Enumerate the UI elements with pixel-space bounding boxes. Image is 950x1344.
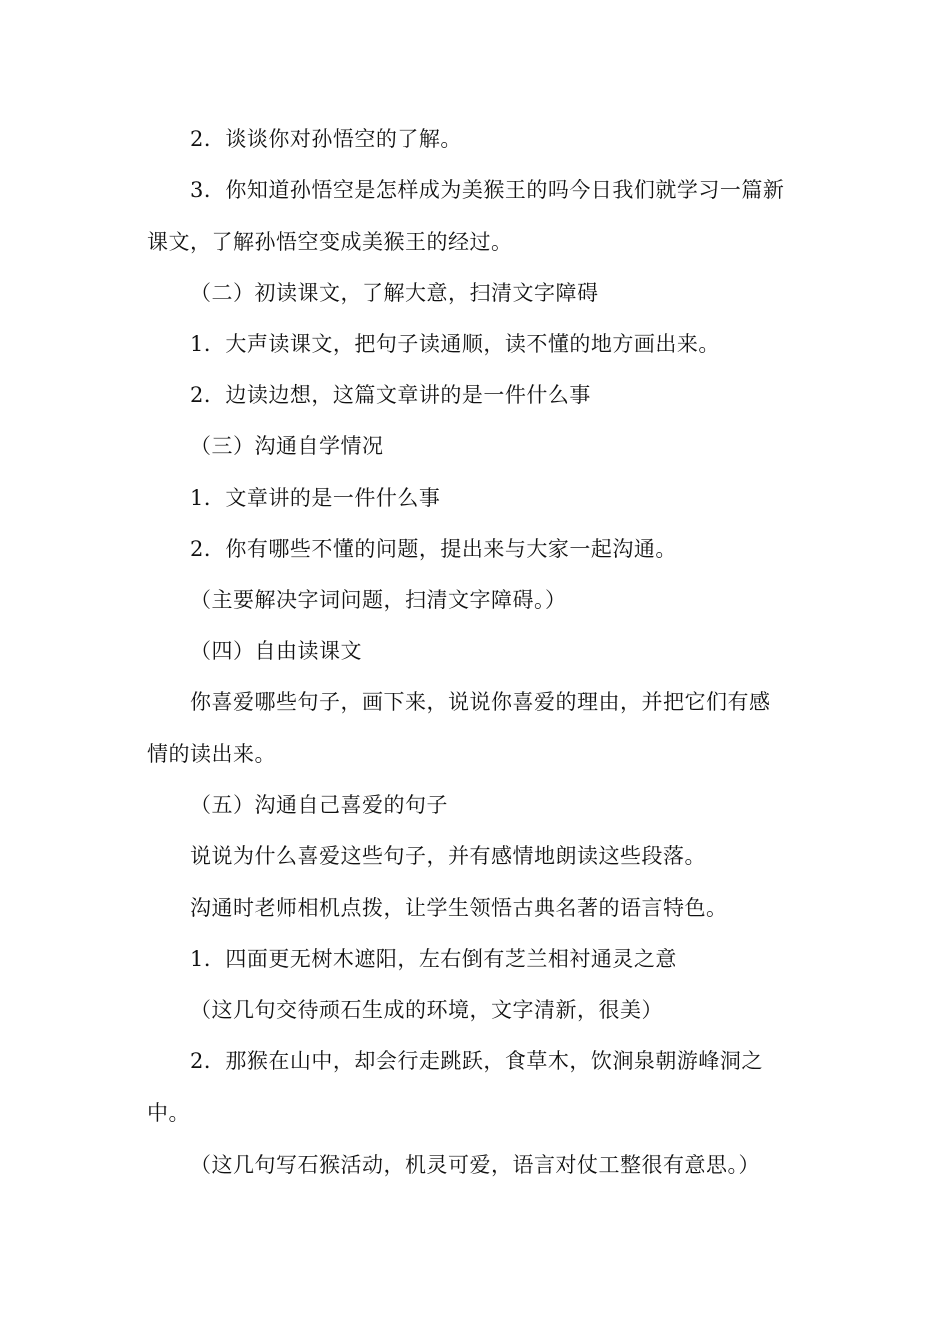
section-heading: （三）沟通自学情况 xyxy=(190,434,384,458)
text-line: 说说为什么喜爱这些句子，并有感情地朗读这些段落。 xyxy=(190,844,706,868)
text-line: （主要解决字词问题，扫清文字障碍。） xyxy=(190,588,567,612)
text-line: 2．你有哪些不懂的问题，提出来与大家一起沟通。 xyxy=(190,537,677,561)
text-line: 2．边读边想，这篇文章讲的是一件什么事 xyxy=(190,383,591,407)
text-line: （这几句写石猴活动，机灵可爱，语言对仗工整很有意思。） xyxy=(190,1153,760,1177)
text-line: （这几句交待顽石生成的环境，文字清新，很美） xyxy=(190,998,663,1022)
text-line: 1．四面更无树木遮阳，左右倒有芝兰相衬通灵之意 xyxy=(190,947,677,971)
section-heading: （四）自由读课文 xyxy=(190,639,362,663)
text-line: 3．你知道孙悟空是怎样成为美猴王的吗今日我们就学习一篇新 xyxy=(190,178,785,202)
text-line: 课文，了解孙悟空变成美猴王的经过。 xyxy=(147,230,513,254)
text-line: 2．那猴在山中，却会行走跳跃，食草木，饮涧泉朝游峰洞之 xyxy=(190,1049,763,1073)
text-line: 1．大声读课文，把句子读通顺，读不懂的地方画出来。 xyxy=(190,332,720,356)
section-heading: （五）沟通自己喜爱的句子 xyxy=(190,793,448,817)
text-line: 你喜爱哪些句子，画下来，说说你喜爱的理由，并把它们有感 xyxy=(190,690,771,714)
text-line: 中。 xyxy=(147,1101,190,1125)
section-heading: （二）初读课文，了解大意，扫清文字障碍 xyxy=(190,281,599,305)
text-line: 2．谈谈你对孙悟空的了解。 xyxy=(190,127,462,151)
text-line: 沟通时老师相机点拨，让学生领悟古典名著的语言特色。 xyxy=(190,896,728,920)
text-line: 情的读出来。 xyxy=(147,742,276,766)
text-line: 1．文章讲的是一件什么事 xyxy=(190,486,441,510)
